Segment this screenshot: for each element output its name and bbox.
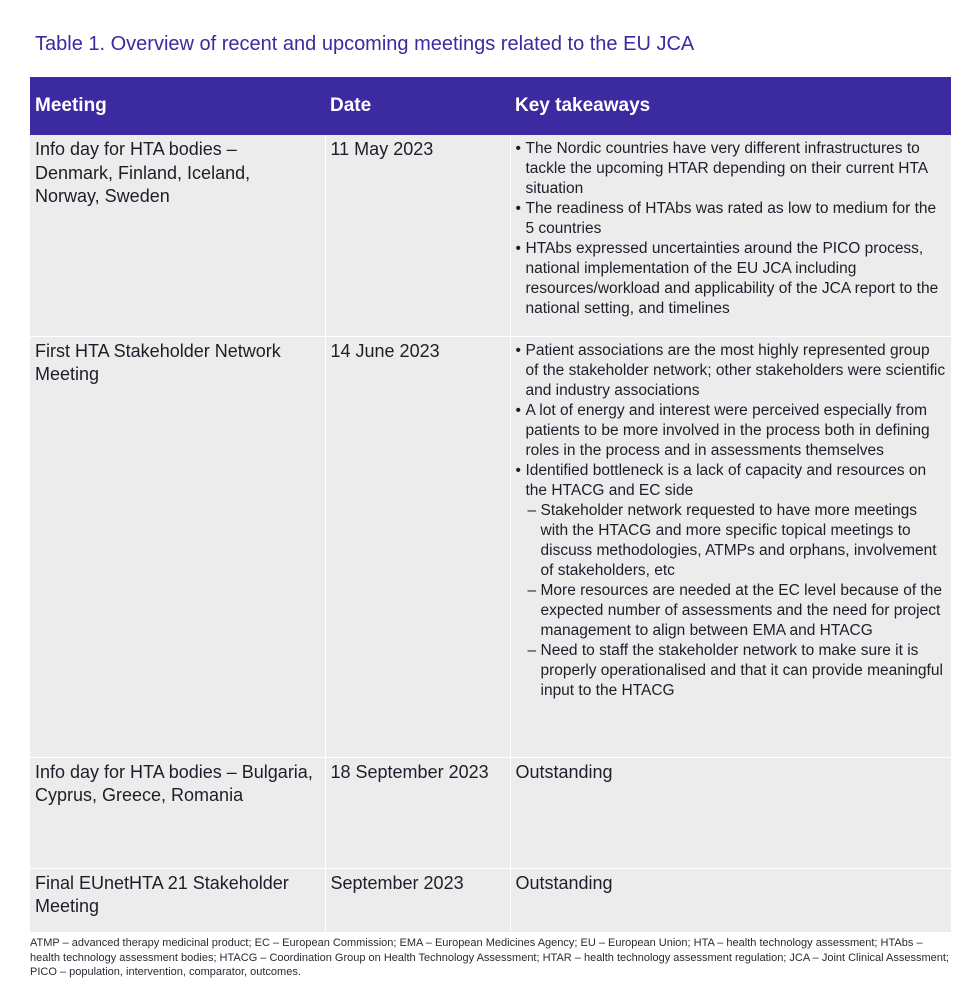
date-cell: 11 May 2023 bbox=[325, 135, 510, 336]
takeaways-cell bbox=[510, 135, 951, 336]
abbreviations-footnote: ATMP – advanced therapy medicinal product; EC – European Commission; EMA – European Medicines Agency; EU – European Union; HTA – health technology assessment; HTAbs – health technology assessment bodies; HTACG – Coordination Group on Health Technology Assessment; HTAR – health technology assessment regulation; JCA – Joint Clinical Assessment; PICO – population, intervention, comparator, outcomes. bbox=[30, 937, 949, 978]
sub-list-item: – More resources are needed at the EC level because of the expected number of assessments and the need for project management to align between EMA and HTACG bbox=[516, 581, 947, 641]
table-row bbox=[30, 868, 951, 932]
meeting-cell: First HTA Stakeholder Network Meeting bbox=[30, 336, 325, 757]
header-key-takeaways: Key takeaways bbox=[510, 77, 951, 135]
takeaways-cell bbox=[510, 336, 951, 757]
takeaways-cell: Outstanding bbox=[510, 868, 951, 932]
takeaways-list bbox=[516, 139, 947, 319]
list-item: • Patient associations are the most highly represented group of the stakeholder network; other stakeholders were scientific and industry associations bbox=[516, 341, 947, 401]
table-title: Table 1. Overview of recent and upcoming meetings related to the EU JCA bbox=[35, 33, 695, 55]
sub-list-item: – Stakeholder network requested to have more meetings with the HTACG and more specific topical meetings to discuss methodologies, ATMPs and orphans, involvement of stakeholders, etc bbox=[516, 501, 947, 581]
takeaways-sublist bbox=[516, 501, 947, 701]
date-cell: 18 September 2023 bbox=[325, 757, 510, 868]
table-row bbox=[30, 135, 951, 336]
list-item: • HTAbs expressed uncertainties around the PICO process, national implementation of the EU JCA including resources/workload and applicability of the JCA report to the national setting, and timelines bbox=[516, 239, 947, 319]
list-item: • The readiness of HTAbs was rated as low to medium for the 5 countries bbox=[516, 199, 947, 239]
header-meeting: Meeting bbox=[30, 77, 325, 135]
meetings-table bbox=[30, 77, 951, 933]
header-row bbox=[30, 77, 951, 135]
takeaways-list bbox=[516, 341, 947, 501]
meeting-cell: Info day for HTA bodies – Denmark, Finland, Iceland, Norway, Sweden bbox=[30, 135, 325, 336]
meeting-cell: Info day for HTA bodies – Bulgaria, Cyprus, Greece, Romania bbox=[30, 757, 325, 868]
takeaways-cell: Outstanding bbox=[510, 757, 951, 868]
list-item: • A lot of energy and interest were perceived especially from patients to be more involved in the process both in defining roles in the process and in assessments themselves bbox=[516, 401, 947, 461]
table-row bbox=[30, 336, 951, 757]
list-item: • Identified bottleneck is a lack of capacity and resources on the HTACG and EC side bbox=[516, 461, 947, 501]
sub-list-item: – Need to staff the stakeholder network to make sure it is properly operationalised and that it can provide meaningful input to the HTACG bbox=[516, 641, 947, 701]
date-cell: September 2023 bbox=[325, 868, 510, 932]
list-item: • The Nordic countries have very different infrastructures to tackle the upcoming HTAR depending on their current HTA situation bbox=[516, 139, 947, 199]
meeting-cell: Final EUnetHTA 21 Stakeholder Meeting bbox=[30, 868, 325, 932]
table-row bbox=[30, 757, 951, 868]
header-date: Date bbox=[325, 77, 510, 135]
date-cell: 14 June 2023 bbox=[325, 336, 510, 757]
